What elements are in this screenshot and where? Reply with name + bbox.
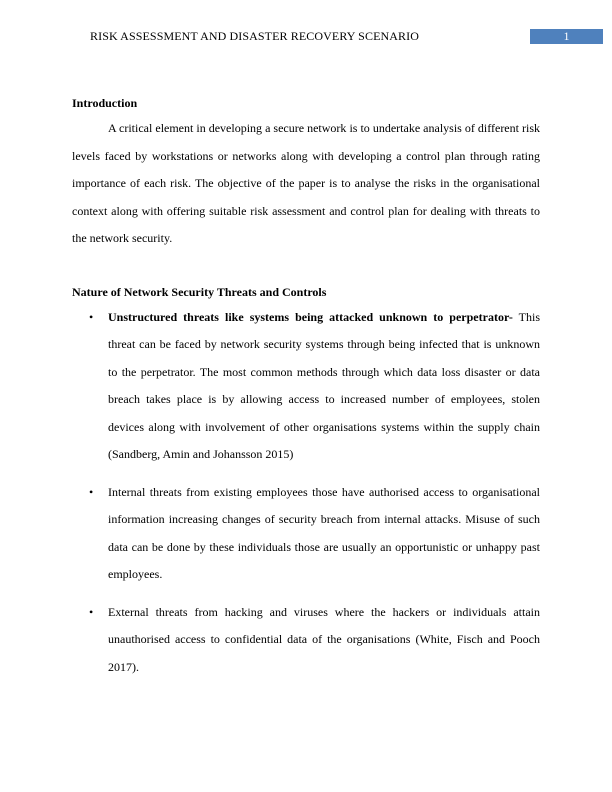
bullet-item-external-threats: [72, 599, 540, 682]
bullet-body-text: This threat can be faced by network security systems through being infected that is unknown to the perpetrator. The most common methods through which data loss disaster or data breach takes place is by allowing access to increased number of employees, stolen devices along with involvement of other organisations systems within the supply chain (Sandberg, Amin and Johansson 2015): [108, 309, 540, 461]
bullet-body-text: Internal threats from existing employees those have authorised access to organisational information increasing changes of security breach from internal attacks. Misuse of such data can be done by these individuals those are usually an opportunistic or unhappy past employees.: [108, 484, 540, 581]
introduction-heading: Introduction: [72, 96, 138, 110]
introduction-paragraph: A critical element in developing a secure network is to undertake analysis of different risk levels faced by workstations or networks along with developing a control plan through rating importance of each risk. The objective of the paper is to analyse the risks in the organisational context along with offering suitable risk assessment and control plan for dealing with threats to the network security.: [72, 121, 540, 245]
bullet-body-text: External threats from hacking and viruses where the hackers or individuals attain unauthorised access to confidential data of the organisations (White, Fisch and Pooch 2017).: [108, 604, 540, 674]
bullet-lead-text: Unstructured threats like systems being attacked unknown to perpetrator-: [108, 309, 513, 324]
bullet-dot-icon: •: [89, 309, 94, 324]
threats-bullet-list: [72, 304, 540, 682]
threats-section-heading: Nature of Network Security Threats and Controls: [72, 284, 327, 299]
bullet-dot-icon: •: [89, 484, 94, 499]
bullet-item-unstructured-threats: [72, 304, 540, 469]
document-body: [72, 95, 540, 681]
page-number-badge: 1: [530, 29, 603, 44]
bullet-item-internal-threats: [72, 479, 540, 589]
bullet-dot-icon: •: [89, 604, 94, 619]
running-header-title: RISK ASSESSMENT AND DISASTER RECOVERY SCENARIO: [90, 29, 419, 43]
